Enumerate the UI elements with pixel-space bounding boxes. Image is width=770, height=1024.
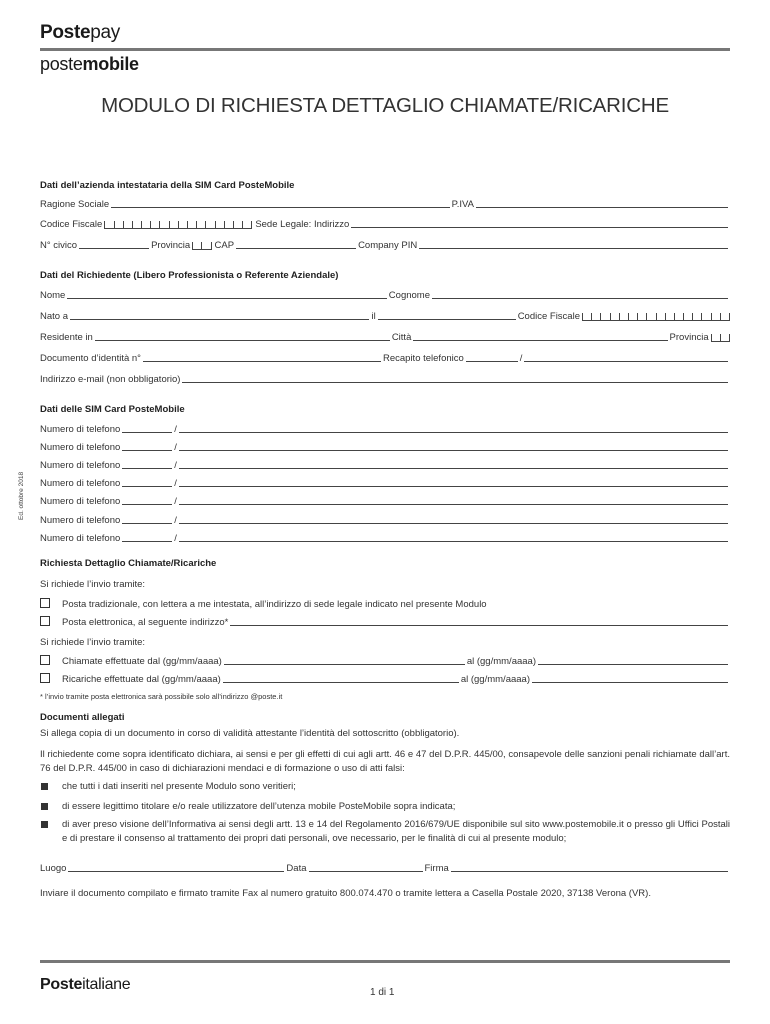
chiamate-label: Chiamate effettuate dal (gg/mm/aaaa): [62, 656, 222, 667]
cognome-field[interactable]: [432, 297, 728, 299]
luogo-field[interactable]: [68, 870, 284, 872]
luogo-label: Luogo: [40, 863, 67, 874]
sim-row-label: Numero di telefono: [40, 460, 121, 471]
data-label: Data: [286, 863, 307, 874]
recapito-separator: /: [519, 353, 523, 364]
posteitaliane-logo-light: italiane: [82, 976, 131, 993]
footer-rule: [40, 960, 730, 963]
posta-elettronica-label: Posta elettronica, al seguente indirizzo*: [62, 617, 229, 628]
company-pin-field[interactable]: [419, 247, 728, 249]
sim-row: [40, 512, 730, 526]
ricariche-al-label: al (gg/mm/aaaa): [460, 674, 530, 685]
sim-separator: /: [174, 442, 177, 453]
sim-row-label: Numero di telefono: [40, 478, 121, 489]
civico-field[interactable]: [79, 247, 149, 249]
page-title: MODULO DI RICHIESTA DETTAGLIO CHIAMATE/RICARICHE: [101, 94, 669, 117]
row-email: [40, 371, 730, 385]
sim-row-label: Numero di telefono: [40, 496, 121, 507]
sim-row: [40, 475, 730, 489]
provincia-comb-field[interactable]: [192, 242, 211, 250]
sim-number-field[interactable]: [179, 449, 728, 451]
section-richiesta-heading: Richiesta Dettaglio Chiamate/Ricariche: [40, 558, 217, 569]
section-sim-heading: Dati delle SIM Card PosteMobile: [40, 404, 185, 415]
row-residente: [40, 329, 730, 343]
sede-legale-field[interactable]: [351, 226, 728, 228]
sede-legale-label: Sede Legale: Indirizzo: [255, 219, 350, 230]
cap-label: CAP: [214, 240, 235, 251]
recapito-label: Recapito telefonico: [382, 353, 464, 364]
citta-field[interactable]: [413, 339, 667, 341]
postepay-logo-bold: Poste: [40, 22, 91, 43]
row-nato: [40, 308, 730, 322]
sim-row: [40, 530, 730, 544]
codice-fiscale-label: Codice Fiscale: [40, 219, 103, 230]
ricariche-al-field[interactable]: [532, 681, 728, 683]
email-label: Indirizzo e-mail (non obbligatorio): [40, 374, 181, 385]
firma-label: Firma: [424, 863, 449, 874]
residente-in-label: Residente in: [40, 332, 93, 343]
allega-text: Si allega copia di un documento in corso di validità attestante l’identità del sottoscritto (obbligatorio).: [40, 728, 460, 739]
nome-field[interactable]: [67, 297, 386, 299]
list-item: [40, 780, 730, 794]
sim-separator: /: [174, 460, 177, 471]
sim-row-label: Numero di telefono: [40, 533, 121, 544]
data-field[interactable]: [309, 870, 423, 872]
ragione-sociale-label: Ragione Sociale: [40, 199, 110, 210]
provincia-label: Provincia: [151, 240, 191, 251]
posta-elettronica-field[interactable]: [230, 624, 728, 626]
recapito-prefisso-field[interactable]: [466, 360, 518, 362]
sim-prefix-field[interactable]: [122, 431, 172, 433]
recapito-numero-field[interactable]: [524, 360, 728, 362]
documento-field[interactable]: [143, 360, 381, 362]
firma-field[interactable]: [451, 870, 728, 872]
sim-separator: /: [174, 515, 177, 526]
option-chiamate: [40, 653, 730, 667]
inviare-text: Inviare il documento compilato e firmato tramite Fax al numero gratuito 800.074.470 o tramite lettera a Casella Postale 2020, 37138 Verona (VR).: [40, 888, 651, 899]
row-ragione-sociale: [40, 196, 730, 210]
bullet-square-icon: [41, 821, 48, 828]
codice-fiscale-comb-field[interactable]: [104, 221, 252, 229]
page-number: 1 di 1: [370, 987, 395, 998]
header-rule: [40, 48, 730, 51]
sim-row: [40, 421, 730, 435]
residente-in-field[interactable]: [95, 339, 390, 341]
sim-number-field[interactable]: [179, 467, 728, 469]
dichiara-text: Il richiedente come sopra identificato dichiara, ai sensi e per gli effetti di cui agli artt. 46 e 47 del D.P.R. 445/00, consapevole delle sanzioni penali richiamate dall’art. 76 del D.P.R. 445/00 in caso di dichiarazioni mendaci e di formazione o uso di atti falsi:: [40, 749, 730, 774]
sim-prefix-field[interactable]: [122, 485, 172, 487]
sim-prefix-field[interactable]: [122, 467, 172, 469]
cognome-label: Cognome: [388, 290, 430, 301]
option-posta-tradizionale: [40, 596, 730, 610]
bullet-square-icon: [41, 803, 48, 810]
postemobile-logo: [40, 54, 139, 75]
row-firma: [40, 860, 730, 874]
data-nascita-field[interactable]: [378, 318, 516, 320]
piva-field[interactable]: [476, 206, 728, 208]
posteitaliane-logo: [40, 976, 130, 994]
sim-separator: /: [174, 424, 177, 435]
email-field[interactable]: [182, 381, 728, 383]
chiamate-dal-field[interactable]: [224, 663, 465, 665]
invio-label-2-text: Si richiede l’invio tramite:: [40, 637, 146, 648]
sim-prefix-field[interactable]: [122, 522, 172, 524]
sim-prefix-field[interactable]: [122, 449, 172, 451]
provincia-richiedente-label: Provincia: [669, 332, 709, 343]
option-ricariche: [40, 671, 730, 685]
postepay-logo-light: pay: [90, 22, 120, 43]
sim-row-label: Numero di telefono: [40, 515, 121, 526]
email-note: * l’invio tramite posta elettronica sarà possibile solo all’indirizzo @poste.it: [40, 692, 283, 701]
sim-separator: /: [174, 533, 177, 544]
row-documento: [40, 350, 730, 364]
documento-label: Documento d’identità n°: [40, 353, 141, 364]
sim-prefix-field[interactable]: [122, 503, 172, 505]
sim-row: [40, 457, 730, 471]
bullet-text: di aver preso visione dell’Informativa ai sensi degli artt. 13 e 14 del Regolamento 2016/679/UE disponibile sul sito www.postemobile.it o presso gli Uffici Postali e di prestare il consenso al trattamento dei propri dati personali, ove necessario, per le finalità di cui al presente modulo;: [62, 819, 730, 844]
postemobile-logo-bold: mobile: [82, 54, 139, 74]
bullet-text: di essere legittimo titolare e/o reale utilizzatore dell’utenza mobile PosteMobile sopra indicata;: [62, 801, 456, 812]
chiamate-checkbox[interactable]: [40, 655, 50, 665]
edition-note: Ed. ottobre 2018: [18, 471, 25, 520]
ragione-sociale-field[interactable]: [111, 206, 449, 208]
sim-prefix-field[interactable]: [122, 540, 172, 542]
sim-separator: /: [174, 496, 177, 507]
option-posta-elettronica: [40, 614, 730, 628]
list-item: [40, 818, 730, 845]
codice-fiscale-richiedente-comb-field[interactable]: [582, 313, 730, 321]
posta-tradizionale-checkbox[interactable]: [40, 598, 50, 608]
sim-row: [40, 493, 730, 507]
ricariche-label: Ricariche effettuate dal (gg/mm/aaaa): [62, 674, 221, 685]
nato-a-label: Nato a: [40, 311, 68, 322]
sim-row-label: Numero di telefono: [40, 442, 121, 453]
chiamate-al-field[interactable]: [538, 663, 728, 665]
sim-number-field[interactable]: [179, 522, 728, 524]
ricariche-checkbox[interactable]: [40, 673, 50, 683]
ricariche-dal-field[interactable]: [223, 681, 459, 683]
posteitaliane-logo-bold: Poste: [40, 976, 83, 993]
il-label: il: [371, 311, 376, 322]
invio-label-1: [40, 576, 730, 590]
bullet-text: che tutti i dati inseriti nel presente Modulo sono veritieri;: [62, 781, 296, 792]
provincia-richiedente-comb-field[interactable]: [711, 334, 730, 342]
section-azienda-heading: Dati dell’azienda intestataria della SIM Card PosteMobile: [40, 180, 295, 191]
nato-a-field[interactable]: [70, 318, 369, 320]
nome-label: Nome: [40, 290, 66, 301]
piva-label: P.IVA: [451, 199, 474, 210]
chiamate-al-label: al (gg/mm/aaaa): [466, 656, 536, 667]
posta-elettronica-checkbox[interactable]: [40, 616, 50, 626]
posta-tradizionale-label: Posta tradizionale, con lettera a me intestata, all’indirizzo di sede legale indicato nel presente Modulo: [62, 599, 487, 610]
invio-label-1-text: Si richiede l’invio tramite:: [40, 579, 146, 590]
sim-number-field[interactable]: [179, 540, 728, 542]
section-richiedente-heading: Dati del Richiedente (Libero Professionista o Referente Aziendale): [40, 270, 339, 281]
sim-number-field[interactable]: [179, 431, 728, 433]
civico-label: N° civico: [40, 240, 78, 251]
company-pin-label: Company PIN: [358, 240, 418, 251]
sim-row-label: Numero di telefono: [40, 424, 121, 435]
postepay-logo: [40, 22, 120, 44]
sim-number-field[interactable]: [179, 485, 728, 487]
list-item: [40, 800, 730, 814]
section-documenti-heading: Documenti allegati: [40, 712, 125, 723]
cap-field[interactable]: [236, 247, 356, 249]
postemobile-logo-light: poste: [40, 54, 83, 74]
bullet-square-icon: [41, 783, 48, 790]
row-codice-fiscale: [40, 216, 730, 230]
invio-label-2: [40, 634, 730, 648]
codice-fiscale-richiedente-label: Codice Fiscale: [517, 311, 580, 322]
row-civico: [40, 237, 730, 251]
sim-number-field[interactable]: [179, 503, 728, 505]
sim-separator: /: [174, 478, 177, 489]
citta-label: Città: [391, 332, 412, 343]
sim-row: [40, 439, 730, 453]
row-nome: [40, 287, 730, 301]
